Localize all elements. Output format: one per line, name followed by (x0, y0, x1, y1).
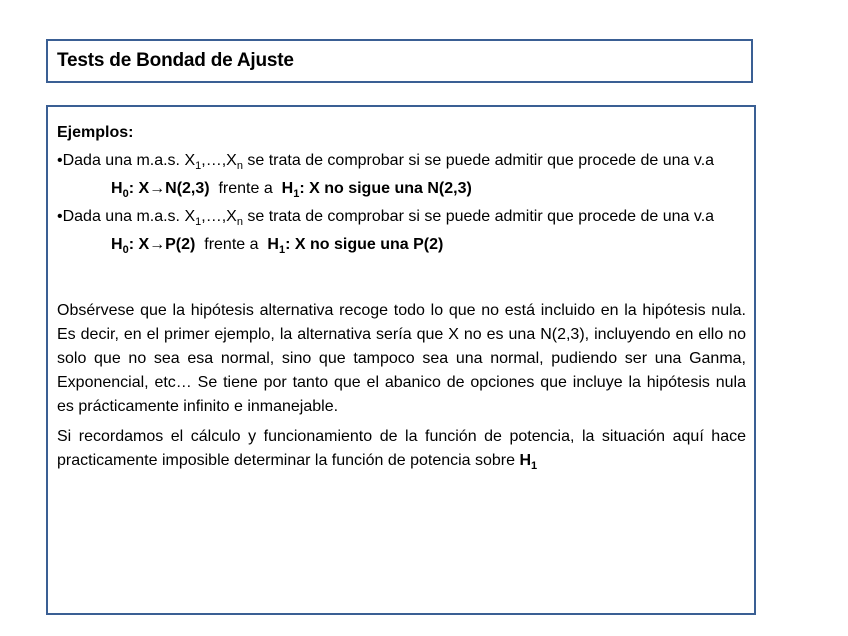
slide-content-box (46, 105, 756, 615)
slide-title-box (46, 39, 753, 83)
example-2-text: •Dada una m.a.s. $X_1,\dots,X_n$ se trata de comprobar si se puede admitir que procede de una v.a (57, 208, 715, 228)
spacer (57, 261, 746, 299)
slide-title: Tests de Bondad de Ajuste (57, 50, 294, 71)
example-1-hypotheses: $H_0$: X→N(2,3) frente a $H_1$: X no sigue una N(2,3) (111, 180, 472, 200)
example-2-hypotheses: $H_0$: X→P(2) frente a $H_1$: X no sigue una P(2) (111, 236, 444, 256)
examples-heading: Ejemplos: (57, 124, 134, 141)
power-function-paragraph: Si recordamos el cálculo y funcionamiento de la función de potencia, la situación aquí hace practicamente imposible determinar la función de potencia sobre $H_1$ (57, 428, 746, 472)
observation-paragraph: Obsérvese que la hipótesis alternativa recoge todo lo que no está incluido en la hipótesis nula. Es decir, en el primer ejemplo, la alternativa sería que X no es una N(2,3), incluyendo en ello no solo que no sea esa normal, sino que tampoco sea una normal, pudiendo ser una Ganma, Exponencial, etc… Se tiene por tanto que el abanico de opciones que incluye la hipótesis nula es prácticamente infinito e inmanejable. (57, 302, 746, 415)
example-1-text: •Dada una m.a.s. $X_1,\dots,X_n$ se trata de comprobar si se puede admitir que procede de una v.a (57, 152, 715, 172)
